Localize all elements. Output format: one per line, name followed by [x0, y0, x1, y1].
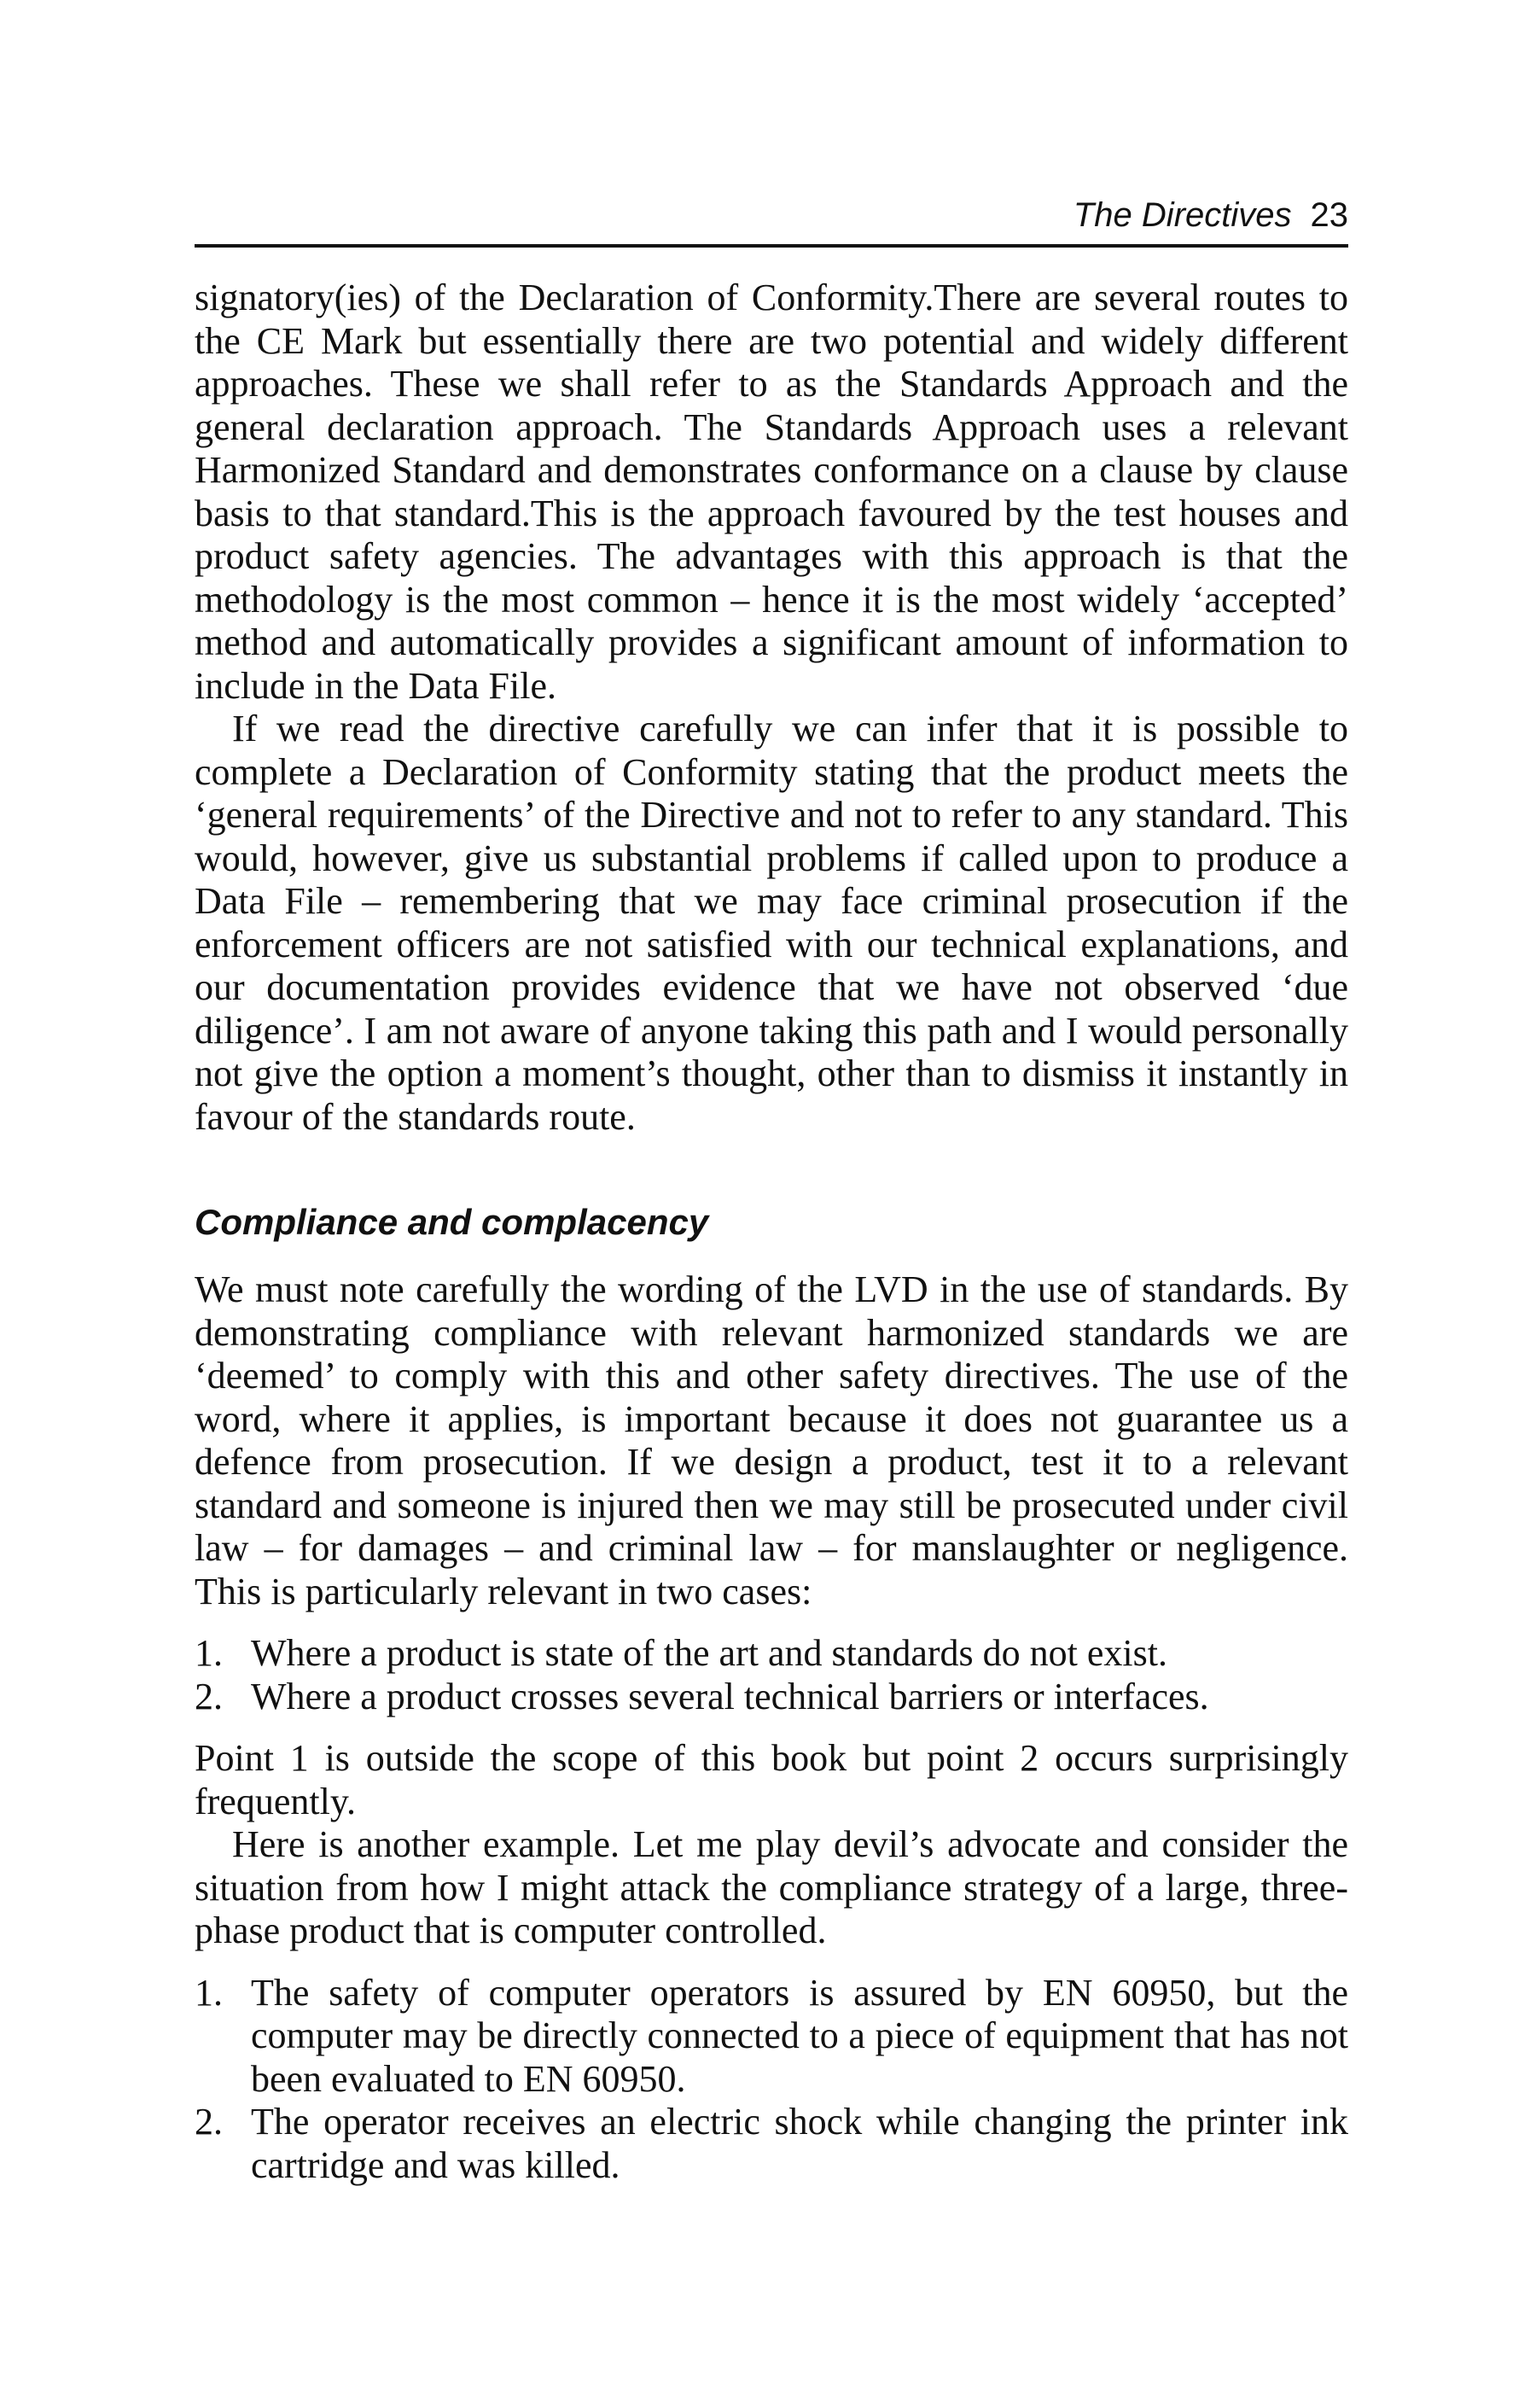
running-head-title: The Directives — [1073, 196, 1292, 234]
list-item-text: Where a product crosses several technical barriers or interfaces. — [251, 1675, 1209, 1717]
paragraph-point-one: Point 1 is outside the scope of this book but point 2 occurs surprisingly frequently. — [195, 1737, 1348, 1822]
paragraph-devils-advocate: Here is another example. Let me play devil’s advocate and consider the situation from how I might attack the compliance strategy of a large, three-phase product that is computer controlled. — [195, 1823, 1348, 1951]
list-item-number: 1. — [195, 1632, 223, 1674]
list-item-number: 2. — [195, 2101, 223, 2143]
paragraph-general-requirements: If we read the directive carefully we can infer that it is possible to complete a Declaration of Conformity stating that the product meets the ‘general requirements’ of the Directive and not to refer to any standard. This would, however, give us substantial problems if called upon to produce a Data File – remembering that we may face criminal prosecution if the enforcement officers are not satisfied with our technical explanations, and our documentation provides evidence that we have not observed ‘due diligence’. I am not aware of anyone taking this path and I would personally not give the option a moment’s thought, other than to dismiss it instantly in favour of the standards route. — [195, 708, 1348, 1138]
list-item-text: Where a product is state of the art and standards do not exist. — [251, 1632, 1168, 1674]
running-head — [1073, 195, 1348, 236]
numbered-list-cases — [195, 1632, 1348, 1718]
list-item-number: 2. — [195, 1675, 223, 1717]
numbered-list-example — [195, 1972, 1348, 2188]
page-number: 23 — [1310, 196, 1348, 234]
list-item — [195, 2101, 1348, 2187]
list-item-text: The operator receives an electric shock while changing the printer ink cartridge and was killed. — [251, 2101, 1348, 2186]
paragraph-standards-approach: signatory(ies) of the Declaration of Conformity.There are several routes to the CE Mark but essentially there are two potential and widely different approaches. These we shall refer to as the Standards Approach and the general declaration approach. The Standards Approach uses a relevant Harmonized Standard and demonstrates conformance on a clause by clause basis to that standard.This is the approach favoured by the test houses and product safety agencies. The advantages with this approach is that the methodology is the most common – hence it is the most widely ‘accepted’ method and automatically provides a significant amount of information to include in the Data File. — [195, 277, 1348, 707]
list-item — [195, 1632, 1348, 1676]
list-item — [195, 1972, 1348, 2102]
list-item-number: 1. — [195, 1971, 223, 2014]
list-item — [195, 1676, 1348, 1719]
list-item-text: The safety of computer operators is assured by EN 60950, but the computer may be directly connected to a piece of equipment that has not been evaluated to EN 60950. — [251, 1971, 1348, 2100]
body-text — [195, 277, 1348, 2206]
header-rule — [195, 244, 1348, 248]
paragraph-compliance-intro: We must note carefully the wording of the LVD in the use of standards. By demonstrating compliance with relevant harmonized standards we are ‘deemed’ to comply with this and other safety directives. The use of the word, where it applies, is important because it does not guarantee us a defence from prosecution. If we design a product, test it to a relevant standard and someone is injured then we may still be prosecuted under civil law – for damages – and criminal law – for manslaughter or negligence. This is particularly relevant in two cases: — [195, 1268, 1348, 1612]
section-heading: Compliance and complacency — [195, 1202, 709, 1242]
